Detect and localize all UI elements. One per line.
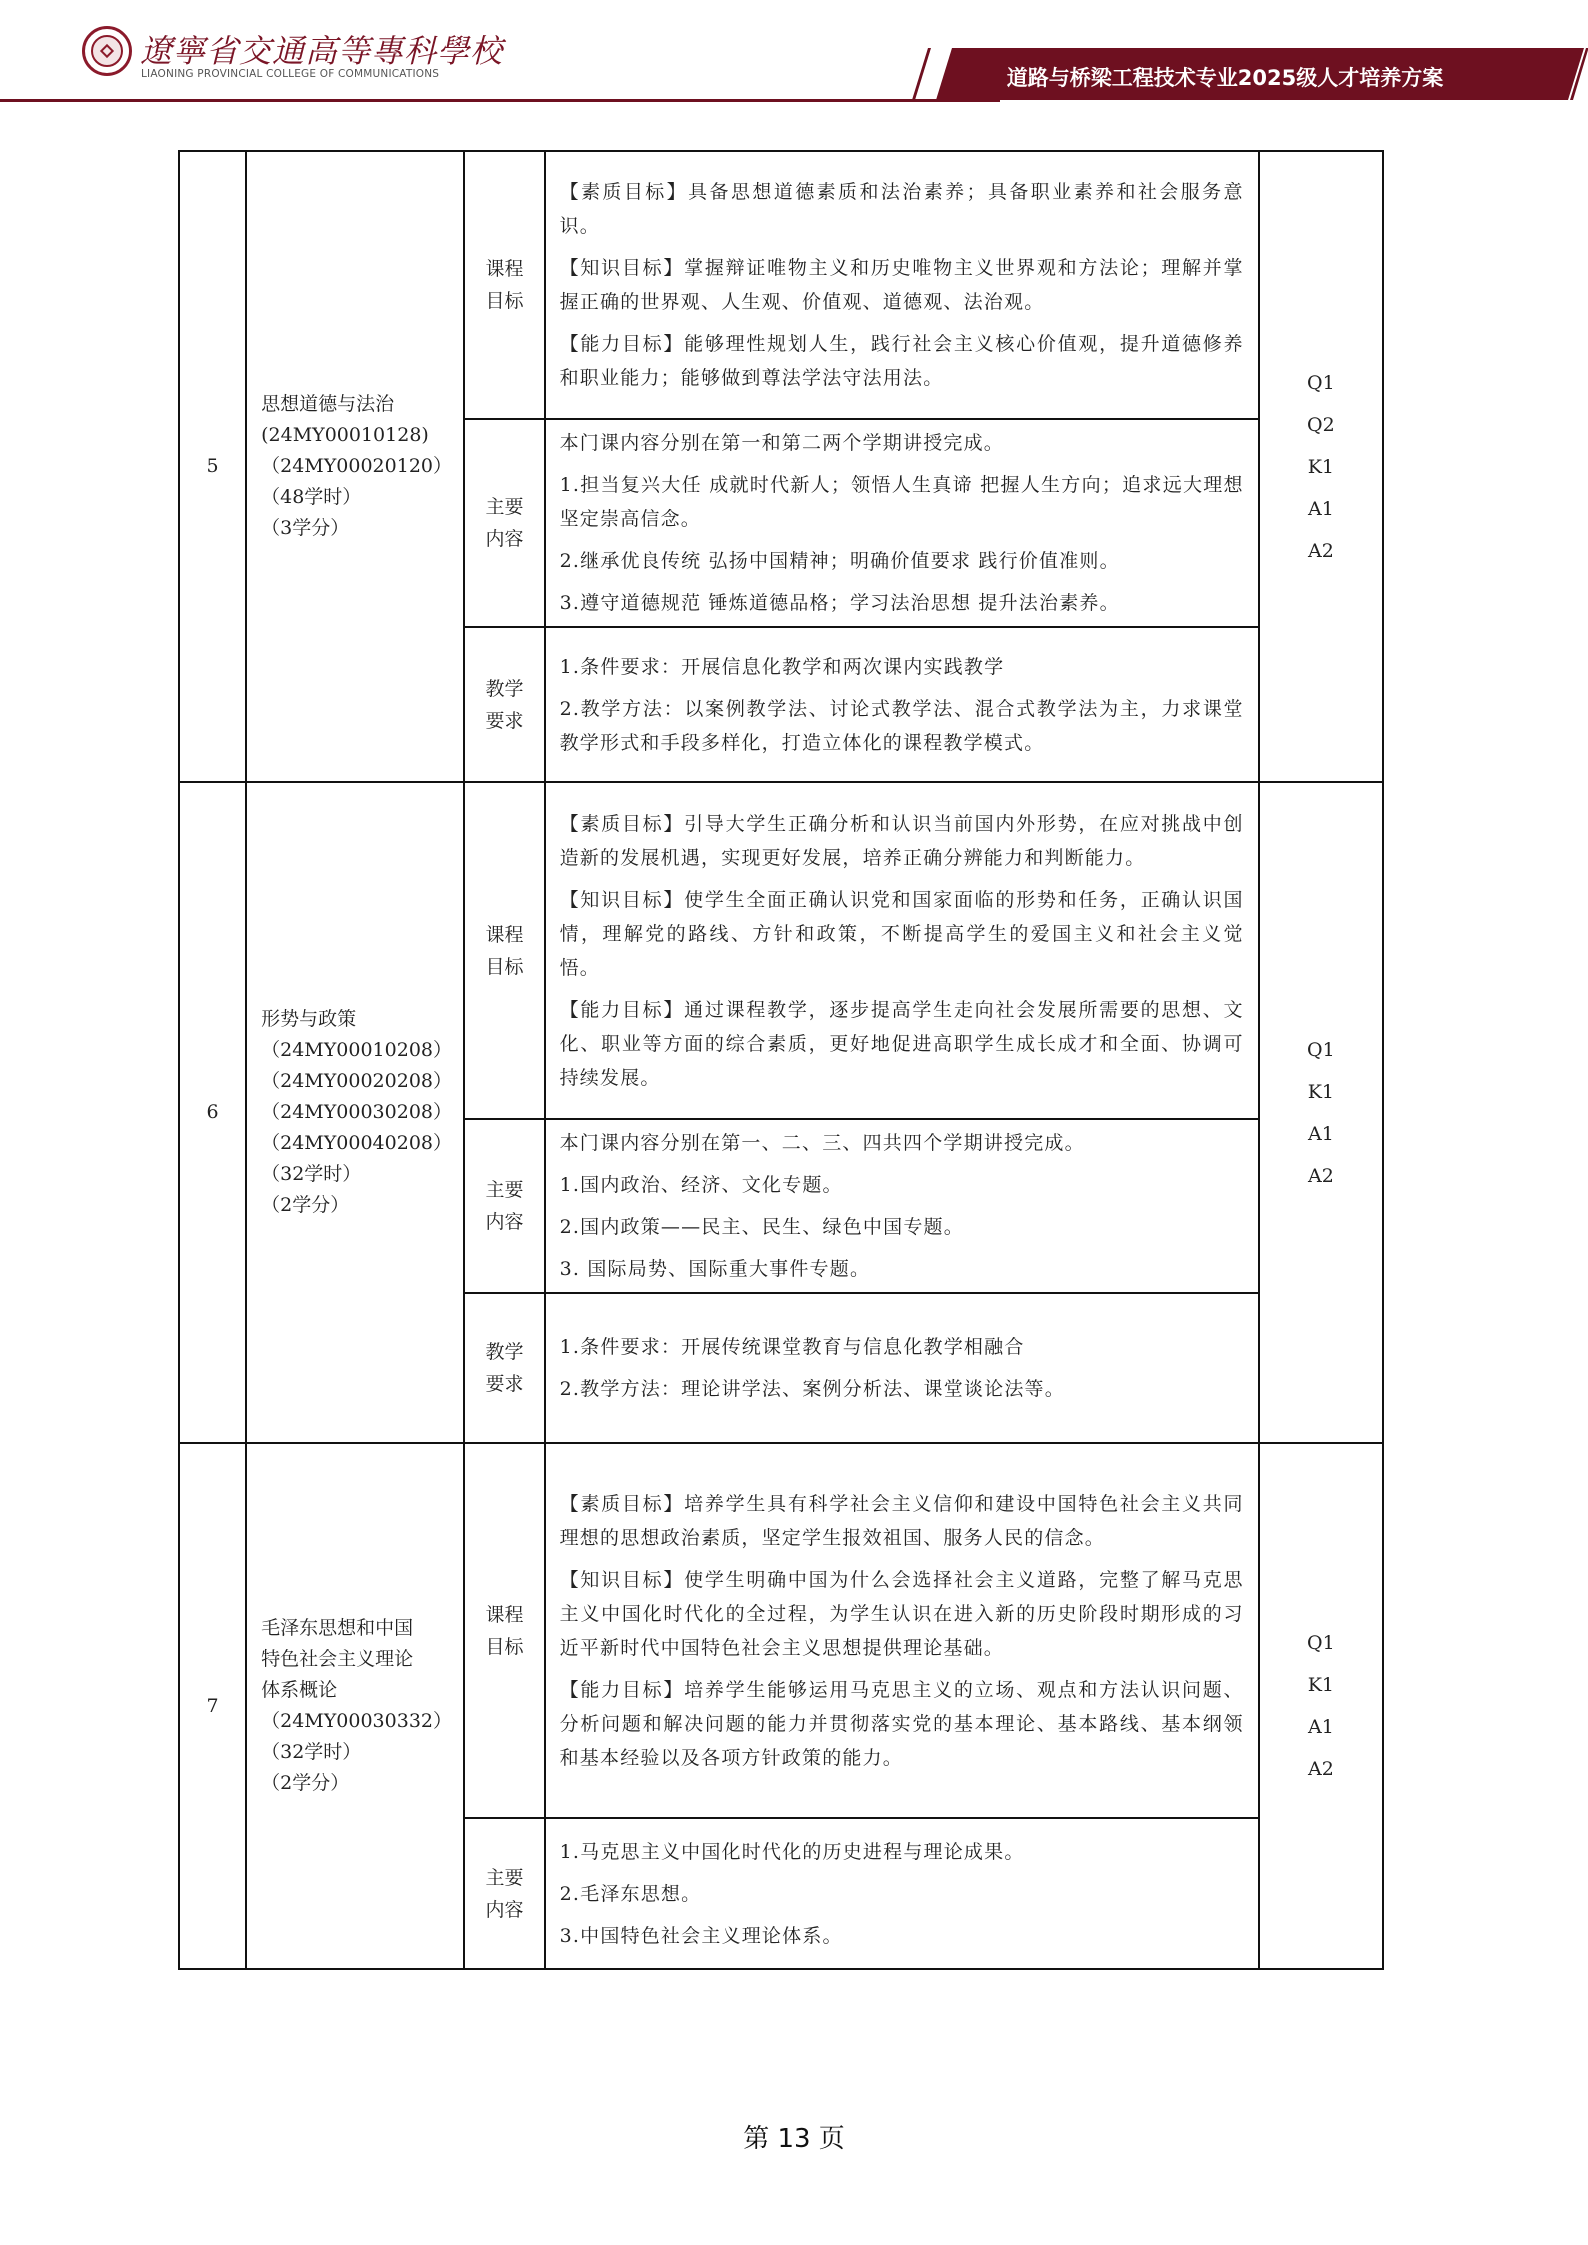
indicator-code: Q1: [1307, 1038, 1335, 1061]
course-code-line: （24MY00040208）: [261, 1132, 452, 1154]
content-item: 本门课内容分别在第一和第二两个学期讲授完成。: [559, 432, 1004, 454]
label-line: 内容: [485, 1211, 524, 1233]
content-label: [464, 419, 544, 627]
indicator-code: A1: [1307, 1716, 1334, 1738]
course-code-line: （24MY00030208）: [261, 1101, 452, 1123]
main-content: [545, 1119, 1259, 1293]
quality-objective: 【素质目标】引导大学生正确分析和认识当前国内外形势，在应对挑战中创造新的发展机遇，实现更好发展，培养正确分辨能力和判断能力。: [559, 812, 1244, 869]
course-code-line: （24MY00010208）: [261, 1039, 452, 1061]
knowledge-objective: 【知识目标】使学生明确中国为什么会选择社会主义道路，完整了解马克思主义中国化时代化的全过程，为学生认识在进入新的历史阶段时期形成的习近平新时代中国特色社会主义思想提供理论基础。: [559, 1568, 1244, 1659]
course-name-line: 形势与政策: [261, 1008, 357, 1030]
page-number: 第 13 页: [743, 2124, 845, 2154]
content-item: 本门课内容分别在第一、二、三、四共四个学期讲授完成。: [559, 1132, 1085, 1154]
document-title: 道路与桥梁工程技术专业2025级人才培养方案: [1006, 66, 1444, 90]
quality-objective: 【素质目标】具备思想道德素质和法治素养；具备职业素养和社会服务意识。: [559, 181, 1244, 237]
course-code-line: （24MY00030332）: [261, 1710, 452, 1732]
school-seal-logo: [82, 26, 132, 76]
indicator-code: K1: [1307, 455, 1335, 478]
indicator-code: K1: [1307, 1674, 1335, 1696]
teaching-requirements: [545, 1293, 1259, 1443]
content-item: 3.遵守道德规范 锤炼道德品格；学习法治思想 提升法治素养。: [559, 592, 1120, 614]
course-hours: （32学时）: [261, 1163, 362, 1185]
content-item: 1.担当复兴大任 成就时代新人；领悟人生真谛 把握人生方向；追求远大理想 坚定崇高信念。: [559, 474, 1244, 530]
indicator-cell: [1259, 782, 1383, 1443]
content-label: [464, 1119, 544, 1293]
indicator-code: K1: [1307, 1080, 1335, 1103]
course-code-line: （24MY00020120）: [261, 455, 452, 477]
ability-objective: 【能力目标】培养学生能够运用马克思主义的立场、观点和方法认识问题、分析问题和解决问题的能力并贯彻落实党的基本理论、基本路线、基本纲领和基本经验以及各项方针政策的能力。: [559, 1678, 1244, 1769]
label-line: 主要: [485, 1866, 524, 1889]
objectives-label: [464, 782, 544, 1119]
teaching-item: 1.条件要求：开展传统课堂教育与信息化教学相融合: [559, 1336, 1025, 1358]
label-line: 要求: [485, 709, 524, 732]
content-item: 3. 国际局势、国际重大事件专题。: [559, 1258, 871, 1280]
label-line: 主要: [485, 496, 524, 518]
page-header: [0, 0, 1588, 110]
course-row: [179, 782, 1383, 1119]
content-item: 3.中国特色社会主义理论体系。: [559, 1924, 843, 1947]
label-line: 内容: [485, 1898, 524, 1921]
course-number: 6: [179, 782, 246, 1443]
teaching-label: [464, 627, 544, 782]
teaching-item: 2.教学方法：以案例教学法、讨论式教学法、混合式教学法为主，力求课堂教学形式和手段多样化，打造立体化的课程教学模式。: [559, 697, 1244, 754]
objectives-content: [545, 782, 1259, 1119]
indicator-cell: [1259, 1443, 1383, 1969]
course-number: 7: [179, 1443, 246, 1969]
school-name-cn: 遼寧省交通高等專科學校: [140, 32, 504, 70]
label-line: 课程: [485, 923, 524, 946]
content-item: 2.国内政策——民主、民生、绿色中国专题。: [559, 1216, 964, 1238]
course-credits: （2学分）: [261, 1772, 350, 1794]
course-hours: （48学时）: [261, 486, 362, 508]
label-line: 课程: [485, 1603, 524, 1626]
course-name-cell: [246, 782, 464, 1443]
course-credits: （2学分）: [261, 1194, 350, 1216]
ability-objective: 【能力目标】能够理性规划人生，践行社会主义核心价值观，提升道德修养和职业能力；能够做到尊法学法守法用法。: [559, 333, 1244, 389]
course-row: [179, 1443, 1383, 1818]
school-name-en: LIAONING PROVINCIAL COLLEGE OF COMMUNICATIONS: [141, 68, 440, 80]
teaching-item: 1.条件要求：开展信息化教学和两次课内实践教学: [559, 655, 1005, 678]
label-line: 要求: [485, 1373, 524, 1395]
content-item: 2.毛泽东思想。: [559, 1882, 702, 1905]
objectives-label: [464, 1443, 544, 1818]
course-row: [179, 151, 1383, 419]
course-credits: （3学分）: [261, 517, 350, 539]
teaching-item: 2.教学方法：理论讲学法、案例分析法、课堂谈论法等。: [559, 1378, 1065, 1400]
indicator-code: A2: [1307, 539, 1334, 562]
label-line: 主要: [485, 1179, 524, 1201]
content-item: 1.国内政治、经济、文化专题。: [559, 1174, 843, 1196]
course-hours: （32学时）: [261, 1741, 362, 1763]
label-line: 目标: [485, 1635, 524, 1658]
content-label: [464, 1818, 544, 1969]
indicator-code: A2: [1307, 1164, 1334, 1187]
indicator-code: Q1: [1307, 371, 1335, 394]
objectives-content: [545, 1443, 1259, 1818]
header-rule: [0, 99, 1000, 102]
main-content: [545, 1818, 1259, 1969]
objectives-label: [464, 151, 544, 419]
indicator-code: A1: [1307, 497, 1334, 520]
main-content: [545, 419, 1259, 627]
course-table: [178, 150, 1384, 1970]
course-code-line: （24MY00020208）: [261, 1070, 452, 1092]
label-line: 教学: [485, 1341, 524, 1363]
label-line: 目标: [485, 290, 524, 312]
label-line: 教学: [485, 677, 524, 700]
teaching-requirements: [545, 627, 1259, 782]
course-name-cell: [246, 1443, 464, 1969]
teaching-label: [464, 1293, 544, 1443]
indicator-code: Q1: [1307, 1632, 1335, 1654]
objectives-content: [545, 151, 1259, 419]
knowledge-objective: 【知识目标】使学生全面正确认识党和国家面临的形势和任务，正确认识国情，理解党的路线、方针和政策，不断提高学生的爱国主义和社会主义觉悟。: [559, 888, 1244, 979]
course-name-cell: [246, 151, 464, 782]
ability-objective: 【能力目标】通过课程教学，逐步提高学生走向社会发展所需要的思想、文化、职业等方面的综合素质，更好地促进高职学生成长成才和全面、协调可持续发展。: [559, 998, 1244, 1089]
indicator-code: A2: [1307, 1758, 1334, 1780]
course-name-line: 毛泽东思想和中国: [261, 1617, 414, 1639]
indicator-code: A1: [1307, 1122, 1334, 1145]
content-item: 2.继承优良传统 弘扬中国精神；明确价值要求 践行价值准则。: [559, 550, 1120, 572]
course-name-line: 思想道德与法治: [261, 393, 395, 415]
course-number: 5: [179, 151, 246, 782]
quality-objective: 【素质目标】培养学生具有科学社会主义信仰和建设中国特色社会主义共同理想的思想政治素质，坚定学生报效祖国、服务人民的信念。: [559, 1492, 1244, 1549]
content-item: 1.马克思主义中国化时代化的历史进程与理论成果。: [559, 1840, 1025, 1863]
course-code-line: (24MY00010128): [261, 424, 429, 446]
label-line: 课程: [485, 258, 524, 280]
course-name-line: 体系概论: [261, 1679, 338, 1701]
indicator-code: Q2: [1307, 413, 1335, 436]
label-line: 目标: [485, 955, 524, 978]
course-name-line: 特色社会主义理论: [261, 1648, 414, 1670]
knowledge-objective: 【知识目标】掌握辩证唯物主义和历史唯物主义世界观和方法论；理解并掌握正确的世界观、人生观、价值观、道德观、法治观。: [559, 257, 1244, 313]
indicator-cell: [1259, 151, 1383, 782]
label-line: 内容: [485, 528, 524, 550]
